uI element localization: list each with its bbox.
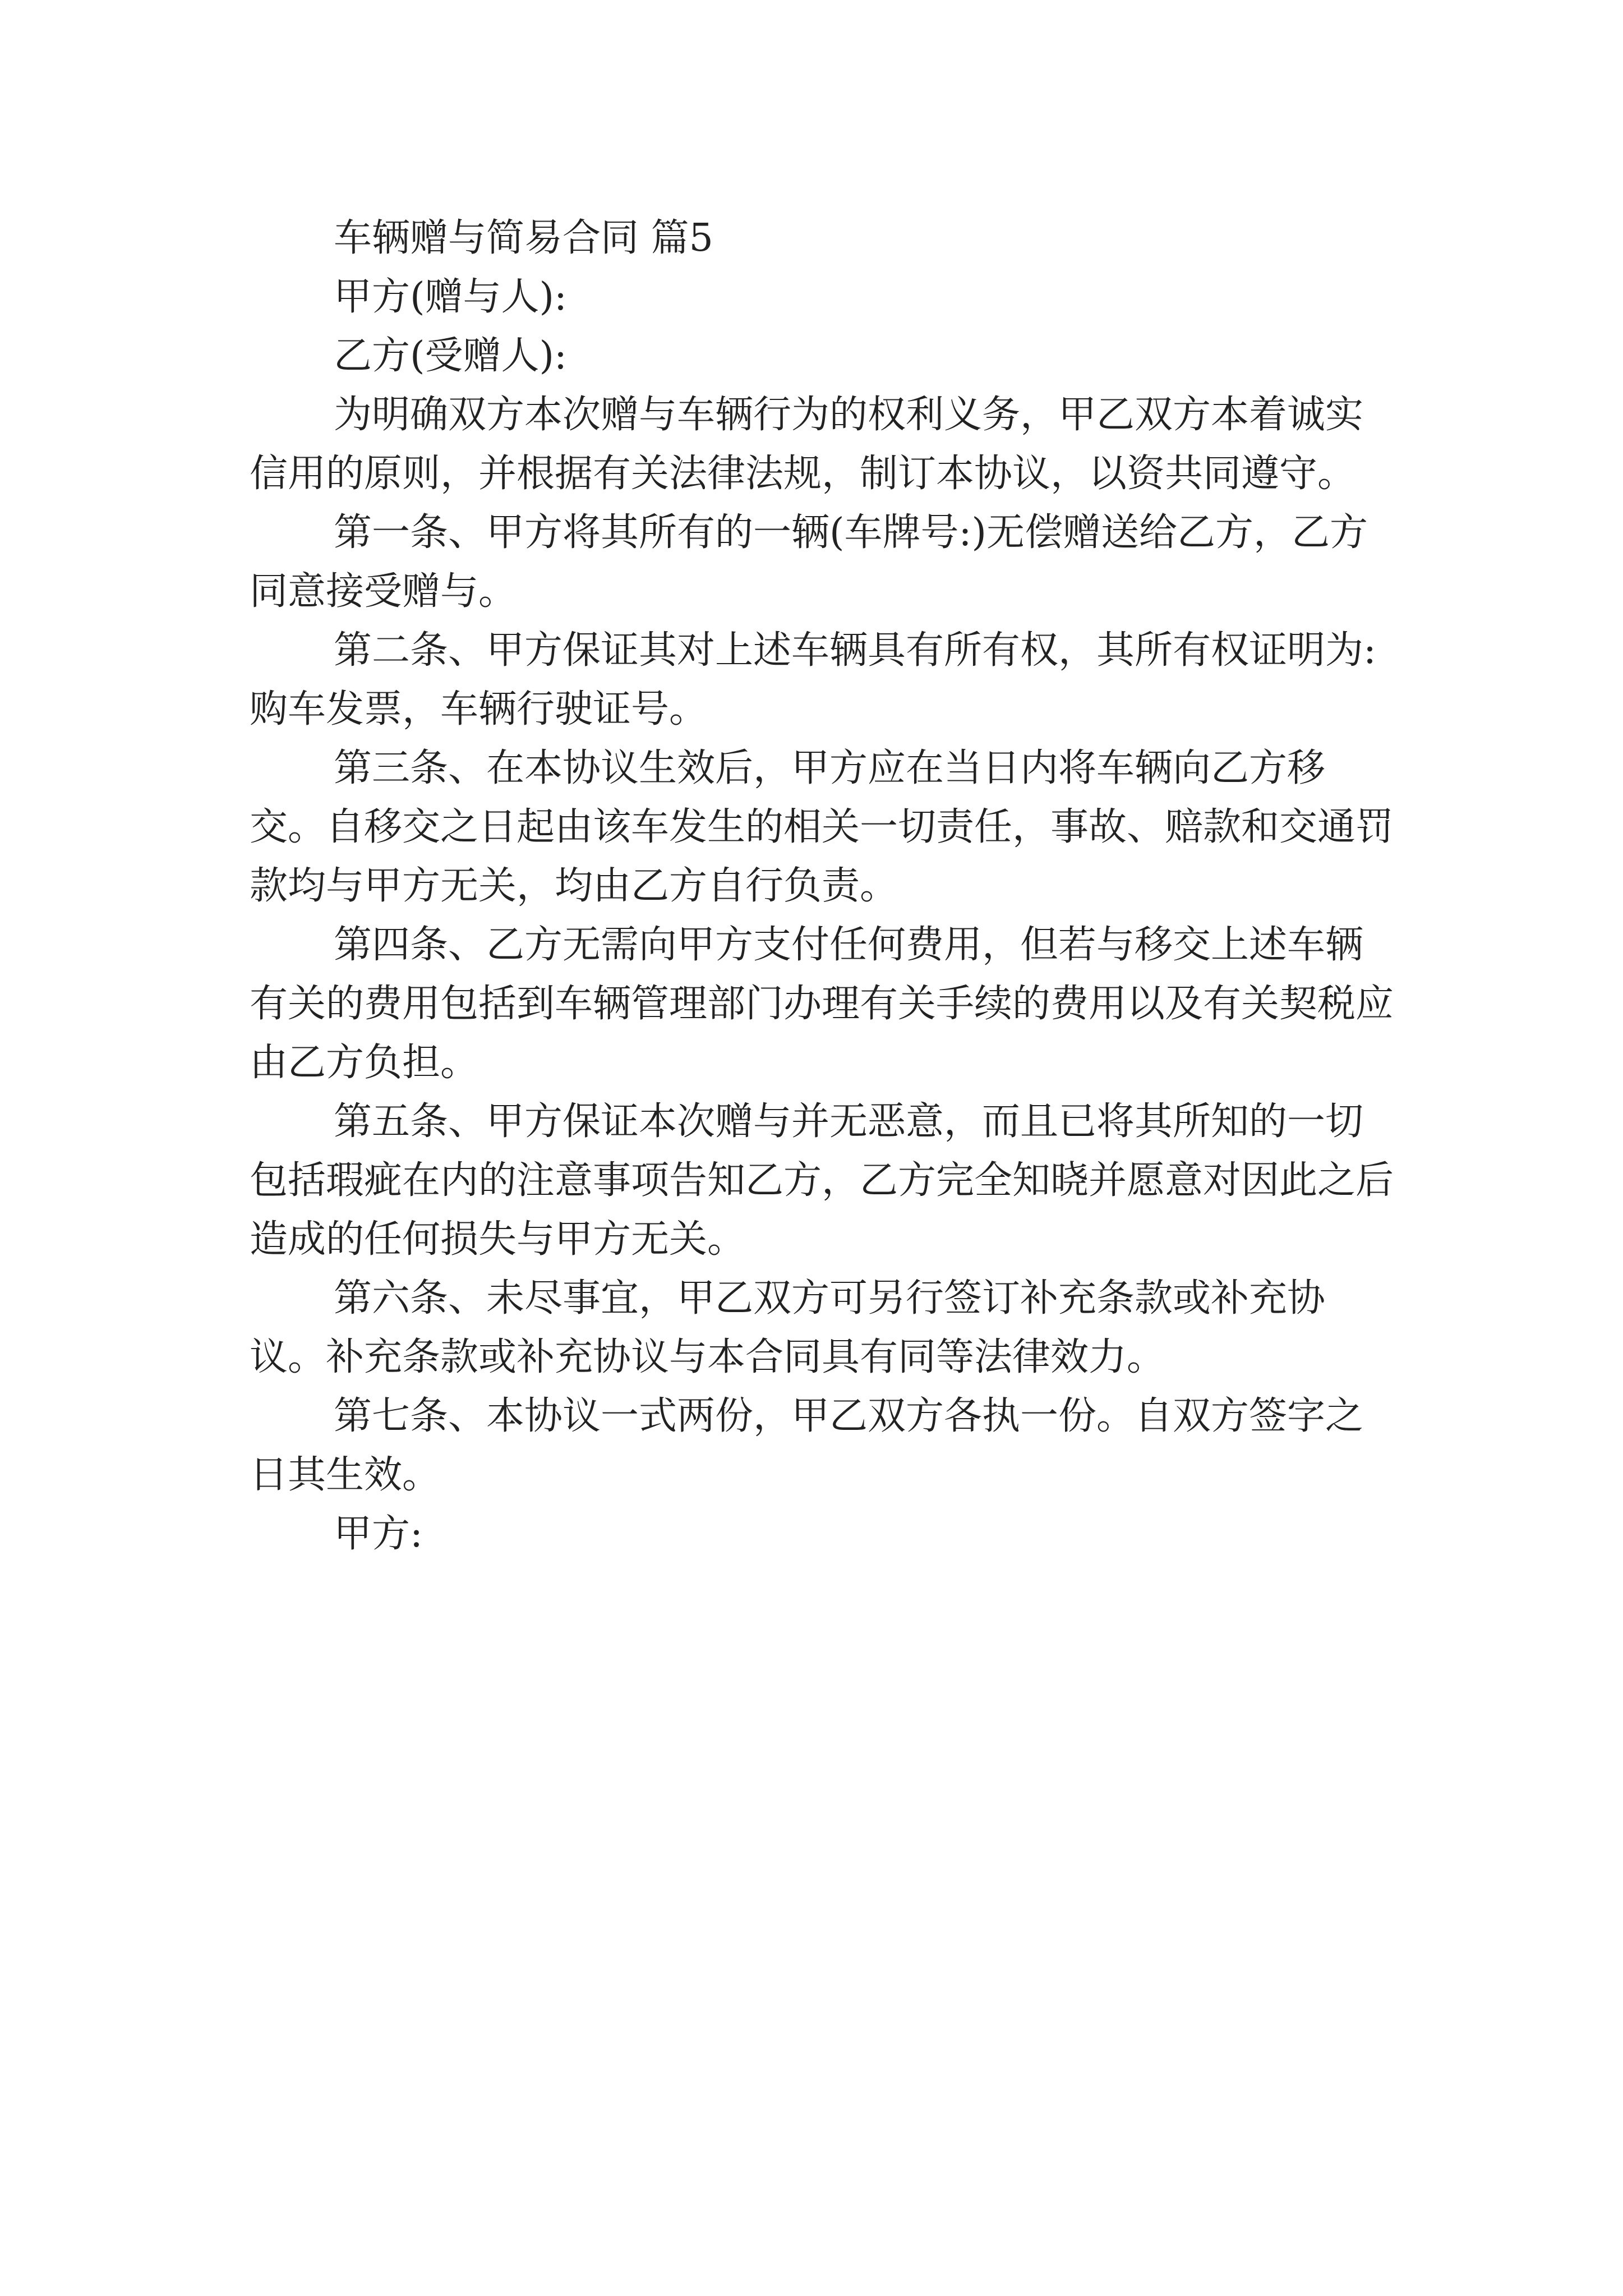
document-body bbox=[250, 209, 1394, 1563]
article-5: 第五条、甲方保证本次赠与并无恶意，而且已将其所知的一切包括瑕疵在内的注意事项告知乙方，乙方完全知晓并愿意对因此之后造成的任何损失与甲方无关。 bbox=[250, 1099, 1394, 1262]
party-a-donor-line: 甲方(赠与人): bbox=[334, 275, 567, 319]
signature-party-a: 甲方: bbox=[334, 1512, 423, 1556]
preamble-paragraph: 为明确双方本次赠与车辆行为的权利义务，甲乙双方本着诚实信用的原则，并根据有关法律法规，制订本协议，以资共同遵守。 bbox=[250, 393, 1364, 496]
party-b-donee-line: 乙方(受赠人): bbox=[334, 334, 567, 378]
article-4: 第四条、乙方无需向甲方支付任何费用，但若与移交上述车辆有关的费用包括到车辆管理部门办理有关手续的费用以及有关契税应由乙方负担。 bbox=[250, 923, 1394, 1085]
article-2: 第二条、甲方保证其对上述车辆具有所有权，其所有权证明为:购车发票，车辆行驶证号。 bbox=[250, 628, 1376, 731]
article-1: 第一条、甲方将其所有的一辆(车牌号:)无偿赠送给乙方，乙方同意接受赠与。 bbox=[250, 510, 1368, 614]
article-7: 第七条、本协议一式两份，甲乙双方各执一份。自双方签字之日其生效。 bbox=[250, 1394, 1364, 1497]
document-title: 车辆赠与简易合同 篇5 bbox=[334, 216, 713, 260]
article-3: 第三条、在本协议生效后，甲方应在当日内将车辆向乙方移交。自移交之日起由该车发生的相关一切责任，事故、赔款和交通罚款均与甲方无关，均由乙方自行负责。 bbox=[250, 746, 1394, 908]
article-6: 第六条、未尽事宜，甲乙双方可另行签订补充条款或补充协议。补充条款或补充协议与本合同具有同等法律效力。 bbox=[250, 1276, 1326, 1379]
